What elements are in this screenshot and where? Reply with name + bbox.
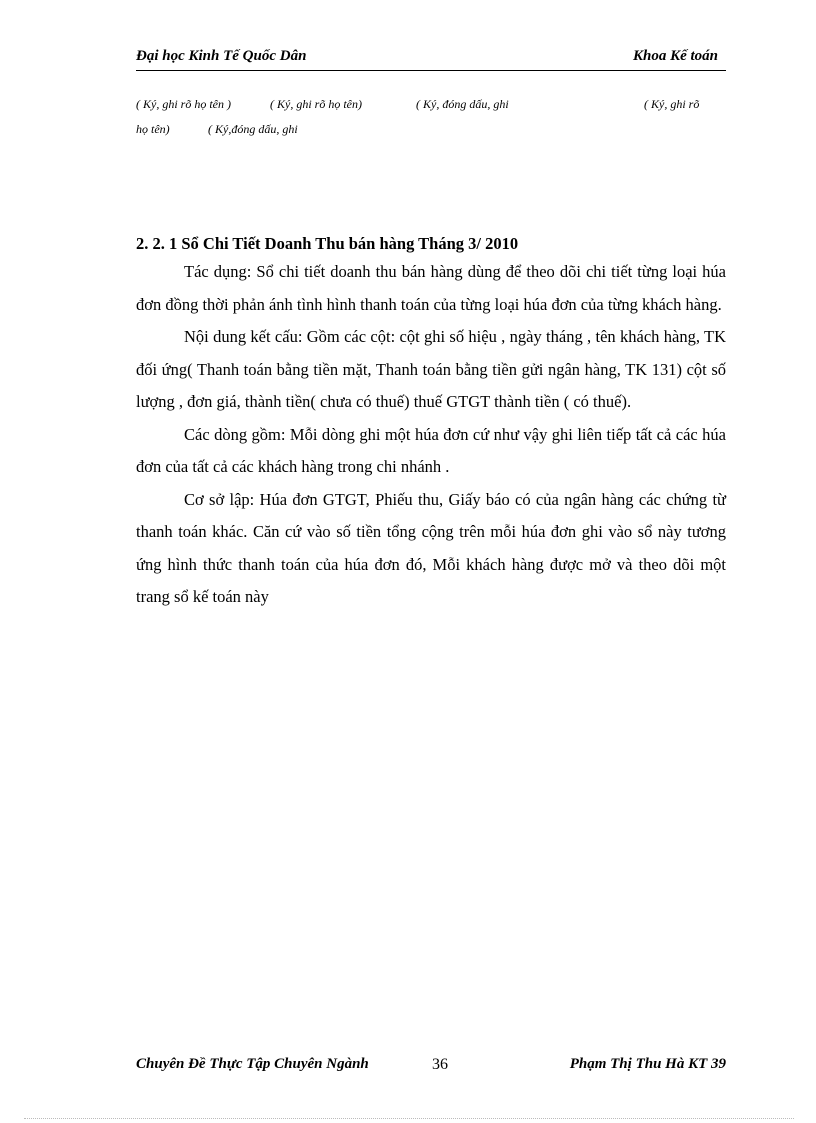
page-bottom-divider <box>24 1118 794 1119</box>
section-heading: 2. 2. 1 Sổ Chi Tiết Doanh Thu bán hàng Tháng 3/ 2010 <box>136 234 519 253</box>
paragraph-purpose: Tác dụng: Sổ chi tiết doanh thu bán hàng dùng để theo dõi chi tiết từng loại húa đơn đồng thời phản ánh tình hình thanh toán của từng loại húa đơn của từng khách hàng. <box>136 262 726 314</box>
paragraph-rows: Các dòng gồm: Mỗi dòng ghi một húa đơn cứ như vậy ghi liên tiếp tất cả các húa đơn của tất cả các khách hàng trong chi nhánh . <box>136 424 726 476</box>
header-faculty: Khoa Kế toán <box>632 48 718 64</box>
signature-label: họ tên) <box>136 122 170 136</box>
page-number: 36 <box>432 1056 448 1073</box>
signature-label: ( Ký, ghi rõ họ tên) <box>270 97 362 111</box>
signature-label: ( Ký, đóng dấu, ghi <box>416 97 509 111</box>
page-footer <box>136 1056 726 1078</box>
page-header <box>136 46 726 71</box>
paragraph-basis: Cơ sở lập: Húa đơn GTGT, Phiếu thu, Giấy báo có của ngân hàng các chứng từ thanh toán khác. Căn cứ vào số tiền tổng cộng trên mỗi húa đơn ghi vào sổ này tương ứng hình thức thanh toán của húa đơn đó, Mỗi khách hàng được mở và theo dõi một trang sổ kế toán này <box>136 489 726 606</box>
paragraph-structure: Nội dung kết cấu: Gồm các cột: cột ghi số hiệu , ngày tháng , tên khách hàng, TK đối ứng( Thanh toán bằng tiền mặt, Thanh toán bằng tiền gửi ngân hàng, TK 131) cột số lượng , đơn giá, thành tiền( chưa có thuế) thuế GTGT thành tiền ( có thuế). <box>136 327 726 411</box>
signature-label: ( Ký, ghi rõ <box>644 97 700 111</box>
footer-report-title: Chuyên Đề Thực Tập Chuyên Ngành <box>136 1056 369 1072</box>
footer-author: Phạm Thị Thu Hà KT 39 <box>569 1056 726 1072</box>
header-university: Đại học Kinh Tế Quốc Dân <box>136 48 307 64</box>
section-body <box>136 232 726 614</box>
signature-label: ( Ký,đóng dấu, ghi <box>208 122 298 136</box>
signature-label: ( Ký, ghi rõ họ tên ) <box>136 97 231 111</box>
